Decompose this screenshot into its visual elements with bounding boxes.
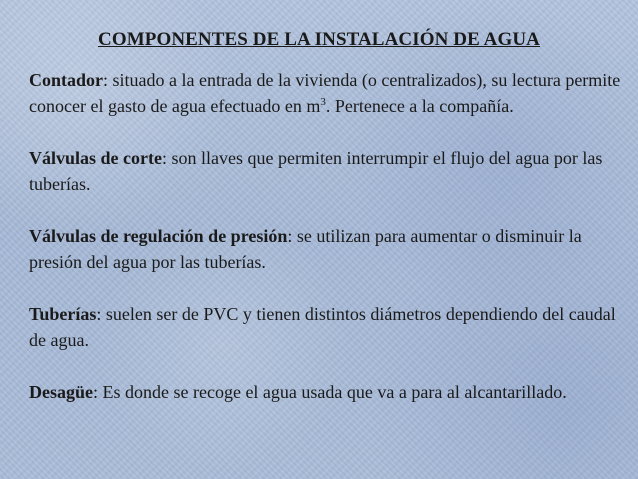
slide-title: COMPONENTES DE LA INSTALACIÓN DE AGUA bbox=[98, 29, 540, 50]
paragraph-tuberias bbox=[29, 301, 625, 353]
paragraph-valvulas-corte bbox=[29, 145, 625, 197]
superscript-exponent: 3 bbox=[320, 96, 326, 108]
slide-content bbox=[29, 67, 625, 431]
paragraph-contador bbox=[29, 67, 625, 119]
term-tuberias: Tuberías bbox=[29, 304, 97, 324]
paragraph-valvulas-regulacion bbox=[29, 223, 625, 275]
definition-desague: : Es donde se recoge el agua usada que va a para al alcantarillado. bbox=[93, 382, 567, 402]
term-desague: Desagüe bbox=[29, 382, 93, 402]
definition-tuberias: : suelen ser de PVC y tienen distintos diámetros dependiendo del caudal de agua. bbox=[29, 304, 616, 350]
paragraph-desague bbox=[29, 379, 625, 405]
definition-contador-text: : situado a la entrada de la vivienda (o centralizados), su lectura permite conocer el gasto de agua efectuado en m bbox=[29, 70, 621, 116]
definition-valvulas-corte: : son llaves que permiten interrumpir el flujo del agua por las tuberías. bbox=[29, 148, 603, 194]
term-valvulas-corte: Válvulas de corte bbox=[29, 148, 162, 168]
definition-contador-text-end: . Pertenece a la compañía. bbox=[325, 96, 514, 116]
term-contador: Contador bbox=[29, 70, 104, 90]
term-valvulas-regulacion: Válvulas de regulación de presión bbox=[29, 226, 288, 246]
definition-valvulas-regulacion: : se utilizan para aumentar o disminuir la presión del agua por las tuberías. bbox=[29, 226, 582, 272]
